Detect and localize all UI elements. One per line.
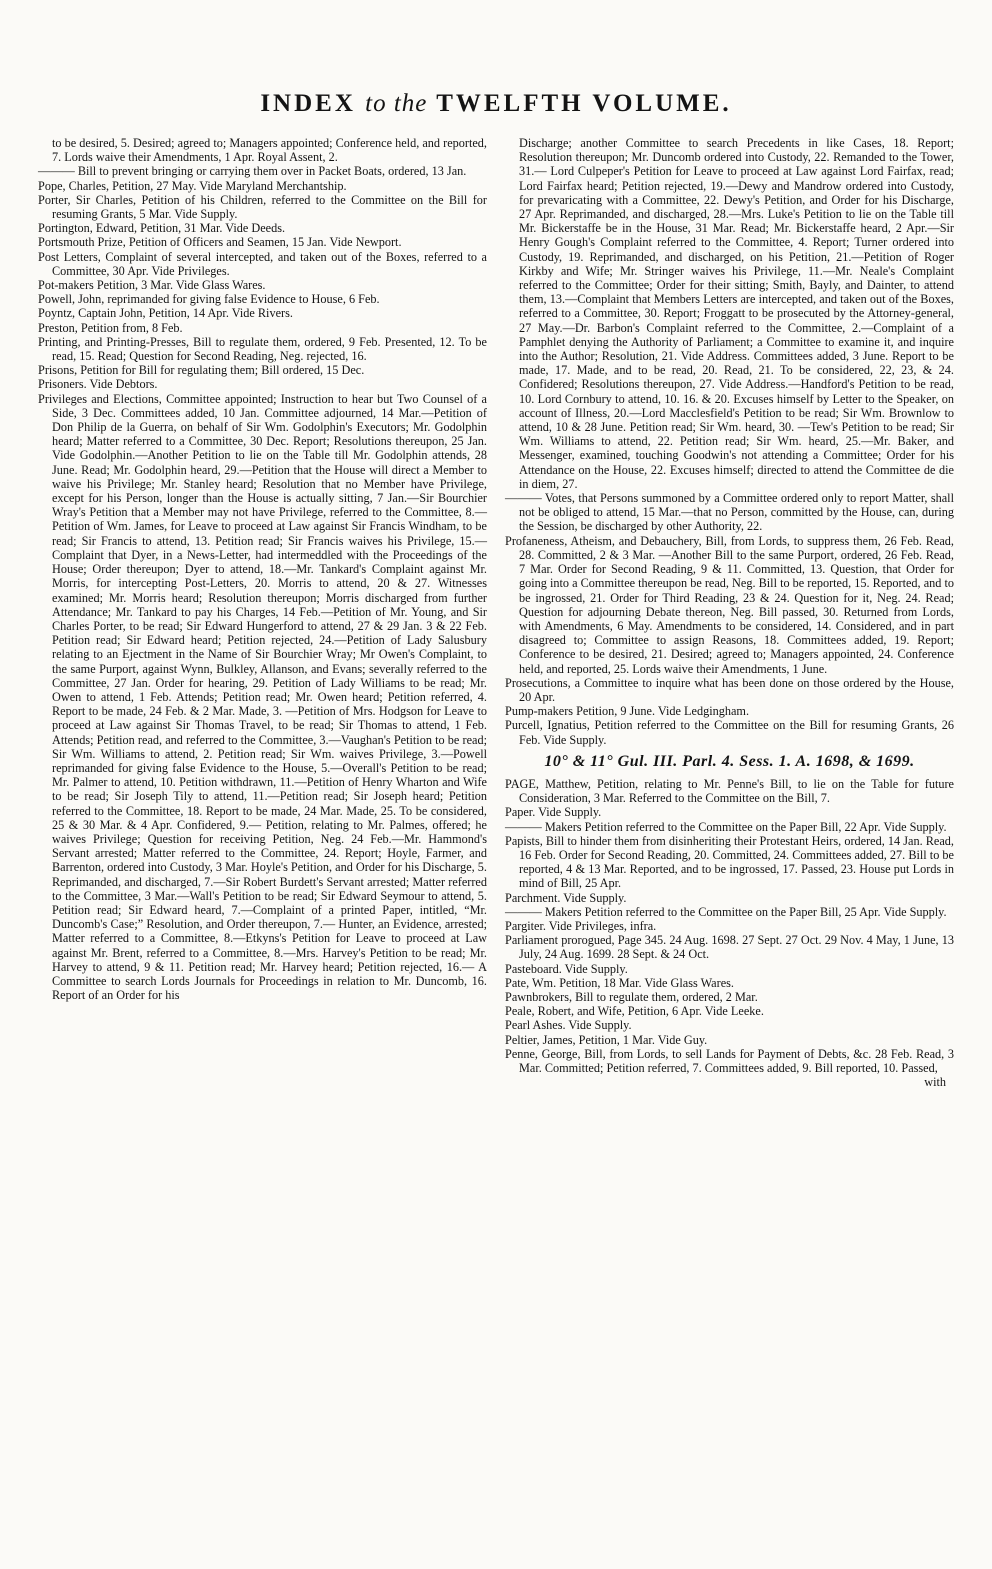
header-title-to-the: to the (365, 90, 428, 117)
index-entry: Parchment. Vide Supply. (505, 890, 627, 905)
index-entry: Parliament prorogued, Page 345. 24 Aug. 1698. 27 Sept. 27 Oct. 29 Nov. 4 May, 1 June, 13 July, 24 Aug. 1699. 28 Sept. & 24 Oct. (505, 933, 954, 962)
index-entry: Pump-makers Petition, 9 June. Vide Ledgingham. (505, 704, 750, 719)
index-entry: Penne, George, Bill, from Lords, to sell Lands for Payment of Debts, &c. 28 Feb. Read, 3 Mar. Committed; Petition referred, 7. Committees added, 9. Bill reported, 10. Passed, (505, 1046, 954, 1075)
index-entry: Paper. Vide Supply. (505, 805, 602, 820)
index-entry: Prosecutions, a Committee to inquire what has been done on those ordered by the House, 20 Apr. (505, 675, 954, 704)
index-entry: Prisoners. Vide Debtors. (38, 377, 158, 392)
index-entry: Powell, John, reprimanded for giving false Evidence to House, 6 Feb. (38, 292, 380, 307)
index-entry: Pope, Charles, Petition, 27 May. Vide Maryland Merchantship. (38, 178, 347, 193)
index-entry: Purcell, Ignatius, Petition referred to the Committee on the Bill for resuming Grants, 26 Feb. Vide Supply. (505, 718, 954, 747)
index-entry: Portsmouth Prize, Petition of Officers and Seamen, 15 Jan. Vide Newport. (38, 235, 402, 250)
left-column (38, 136, 487, 1089)
index-entry: ——— Makers Petition referred to the Committee on the Paper Bill, 25 Apr. Vide Supply. (505, 904, 947, 919)
index-entry: Discharge; another Committee to search Precedents in like Cases, 18. Report; Resolution thereupon; Mr. Duncomb ordered into Custody, 22. Remanded to the Tower, 31.— Lord Culpeper's Petition for Leave to proceed at Law against Lord Fairfax, read; Lord Fairfax heard; Petition rejected, 19.—Dewy and Mandrow ordered into Custody, for prevaricating with a Committee, 22. Dewy's Petition, and Order for his Discharge, 27 Apr. Reprimanded, and discharged, 28.—Mrs. Luke's Petition to lie on the Table till Mr. Bickerstaffe be in the House, 31 Mar. Read; Mr. Bickerstaffe heard, 2 Apr.—Sir Henry Gough's Complaint referred to the Committee, 4. Report; Turner ordered into Custody, 19. Reprimanded, and discharged, on his Petition, 21.—Petition of Roger Kirkby and Wife; Mr. Stringer waives his Privilege, 11.—Mr. Neale's Complaint referred to the Committee; Order for their sitting; Smith, Bayly, and Dainter, to attend them, 13.—Complaint that Members Letters are intercepted, and taken out of the Boxes, referred to a Committee, 30. Report; Froggatt to be prosecuted by the Attorney-general, 27 May.—Dr. Barbon's Complaint referred to the Committee, 2.—Complaint of a Pamphlet denying the Authority of Parliament; a Committee to examine it, and inquire into the Author; Resolution, 21. Vide Address. Committees added, 3 June. Report to be made, 17. Made, and to be read, 20. Read, 21. To be considered, 22, 23, & 24. Confidered; Resolutions thereupon, 27. Vide Address.—Handford's Petition to be read, 10. Lord Cornbury to attend, 10. 16. & 20. Excuses himself by Letter to the Speaker, on account of Illness, 20.—Lord Macclesfield's Petition to be read; Sir Wm. Brownlow to attend, 10 & 28 June. Petition read; Sir Wm. heard, 30. —Tew's Petition to be read; Sir Wm. Williams to attend, 22. Petition read; Sir Wm. heard, 25.—Mr. Baker, and Messenger, examined, touching Goodwin's not attending a Committee; Order for his Attendance on the House, 22. Excuses himself; directed to attend the Committee de die in diem, 27. (519, 136, 954, 491)
index-entry: Post Letters, Complaint of several intercepted, and taken out of the Boxes, referred to a Committee, 30 Apr. Vide Privileges. (38, 249, 487, 278)
index-entry: ——— Makers Petition referred to the Committee on the Paper Bill, 22 Apr. Vide Supply. (505, 819, 947, 834)
page-header (38, 0, 954, 128)
index-entry: Papists, Bill to hinder them from disinheriting their Protestant Heirs, ordered, 14 Jan. Read, 16 Feb. Order for Second Reading, 20. Committed, 24. Committees added, 27. Bill to be reported, 4 & 13 Mar. Reported, and to be ingrossed, 17. Passed, 23. House put Lords in mind of Bill, 25 Apr. (505, 833, 954, 891)
index-entry: Preston, Petition from, 8 Feb. (38, 320, 183, 335)
index-entry: Prisons, Petition for Bill for regulating them; Bill ordered, 15 Dec. (38, 363, 365, 378)
right-column (505, 136, 954, 1089)
catchword: with (924, 1075, 946, 1090)
header-title-volume: TWELFTH VOLUME. (436, 90, 732, 117)
index-entry: Peale, Robert, and Wife, Petition, 6 Apr. Vide Leeke. (505, 1004, 764, 1019)
index-entry-privileges: Privileges and Elections, Committee appointed; Instruction to hear but Two Counsel of a Side, 3 Dec. Committees added, 10 Jan. Committee adjourned, 14 Mar.—Petition of Don Philip de la Guerra, on behalf of Sir Wm. Godolphin's Executors; Mr. Godolphin heard; Matter referred to a Committee, 30 Dec. Report; Resolutions thereupon, 25 Jan. Vide Godolphin.—Another Petition to lie on the Table till Mr. Godolphin attends, 28 June. Read; Mr. Godolphin heard, 29.—Petition that the House will direct a Member to waive his Privilege; Mr. Stanley heard; Resolution that no Member have Privilege, except for his Person, longer than the House is actually sitting, 7 Jan.—Sir Bourchier Wray's Petition that a Member may not have Privilege, referred to the Committee, 8.—Petition of Wm. James, for Leave to proceed at Law against Sir Francis Windham, to be read; Sir Francis to attend, 13. Petition read; Sir Francis waives his Privilege, 15.—Complaint that Dyer, in a News-Letter, had intermeddled with the Proceedings of the House; Order thereupon; Dyer to attend, 18.—Mr. Tankard's Complaint against Mr. Morris, for intercepting Post-Letters, 20. Morris to attend, 20 & 27. Witnesses examined; Mr. Morris heard; Resolution thereupon; Morris discharged from further Attendance; Mr. Tankard to pay his Charges, 14 Feb.—Petition of Mr. Young, and Sir Charles Porter, to be read; Sir Edward Hungerford to attend, 27 & 29 Jan. 3 & 22 Feb. Petition read; Sir Edward heard; Petition rejected, 24.—Petition of Lady Salusbury relating to an Ejectment in the Name of Sir Bourchier Wray; Mr Owen's Complaint, to the same Purport, against Wynn, Bulkley, Allanson, and Evans; severally referred to the Committee, 27 Jan. Order for hearing, 29. Petition of Lady Williams to be read; Mr. Owen to attend, 1 Feb. Attends; Petition read; Mr. Owen heard; Petition referred, 4. Report to be made, 24 Feb. & 2 Mar. Made, 3. —Petition of Mrs. Hodgson for Leave to proceed at Law against Sir Thomas Travel, to be read; Sir Thomas to attend, 1 Feb. Attends; Petition read, and referred to the Committee, 3.—Vaughan's Petition to be read; Sir Wm. Williams to attend, 2. Petition read; Sir Wm. waives Privilege, 3.—Powell reprimanded for giving false Evidence to the House, 5.—Overall's Petition to be read; Mr. Palmer to attend, 10. Petition withdrawn, 11.—Petition of Henry Wharton and Wife to be read; Sir Joseph Tily to attend, 11.—Petition read; Sir Joseph heard; Petition referred to the Committee, 18. Report to be made, 24 Mar. Made, 25. To be considered, 25 & 30 Mar. & 4 Apr. Confidered, 9.— Petition, relating to Mr. Palmes, offered; he waives Privilege; Question for receiving Petition, Neg. 24 Feb.—Mr. Hammond's Servant arrested; Matter referred to the Committee, 24. Report; Hoyle, Farmer, and Barrenton, ordered into Custody, 3 Mar. Hoyle's Petition, and Order for his Discharge, 5. Reprimanded, and discharged, 7.—Sir Robert Burdett's Servant arrested; Matter referred to the Committee, 3 Mar.—Wall's Petition to be read; Sir Edward Seymour to attend, 5. Petition read; Sir Edward heard, 7.—Complaint of a printed Paper, intitled, “Mr. Duncomb's Case;” Resolution, and Order thereupon, 7.— Hunter, an Evidence, arrested; Matter referred to a Committee, 8.—Etkyns's Petition for Leave to proceed at Law against Mr. Brent, referred to a Committee, 8.—Mrs. Harvey's Petition to be read; Mr. Harvey to attend, 9 & 11. Petition read; Mr. Harvey heard; Petition rejected, 16.— A Committee to search Lords Journals for Proceedings in relation to Mr. Duncomb, 16. Report of an Order for his (38, 391, 487, 1003)
index-entry: Printing, and Printing-Presses, Bill to regulate them, ordered, 9 Feb. Presented, 12. To be read, 15. Read; Question for Second Reading, Neg. rejected, 16. (38, 334, 487, 364)
index-entry: ——— Votes, that Persons summoned by a Committee ordered only to report Matter, shall not be obliged to attend, 15 Mar.—that no Person, committed by the House, can, during the Session, be discharged by other Authority, 22. (505, 491, 954, 534)
index-entry: Profaneness, Atheism, and Debauchery, Bill, from Lords, to suppress them, 26 Feb. Read, 28. Committed, 2 & 3 Mar. —Another Bill to the same Purport, ordered, 26 Feb. Read, 7 Mar. Order for Second Reading, 9 & 11. Committed, 13. Question, that Order for going into a Committee thereupon be read, Neg. Bill to be reported, 15. Reported, and to be ingrossed, 21. Order for Third Reading, 23 & 24. Question for it, Neg. 24. Read; Question for adjourning Debate thereon, Neg. Bill passed, 30. Returned from Lords, with Amendments, 6 May. Amendments to be considered, 14. Considered, and in part disagreed to; Committee to assign Reasons, 18. Committees added, 19. Report; Conference to be desired, 21. Desired; agreed to; Managers appointed, 24. Conference held, and reported, 25. Lords waive their Amendments, 1 June. (505, 533, 954, 676)
index-entry: Pot-makers Petition, 3 Mar. Vide Glass Wares. (38, 278, 266, 293)
index-entry: Pawnbrokers, Bill to regulate them, ordered, 2 Mar. (505, 989, 758, 1004)
index-entry: Pasteboard. Vide Supply. (505, 961, 628, 976)
index-columns (38, 136, 954, 1089)
index-entry: Pearl Ashes. Vide Supply. (505, 1018, 632, 1033)
index-entry: Portington, Edward, Petition, 31 Mar. Vide Deeds. (38, 221, 286, 236)
session-heading: 10° & 11° Gul. III. Parl. 4. Sess. 1. A. 1698, & 1699. (544, 752, 915, 770)
index-entry: to be desired, 5. Desired; agreed to; Managers appointed; Conference held, and reported, 7. Lords waive their Amendments, 1 Apr. Royal Assent, 2. (52, 136, 487, 165)
header-title-index: INDEX (260, 90, 356, 117)
index-entry: Porter, Sir Charles, Petition of his Children, referred to the Committee on the Bill for resuming Grants, 5 Mar. Vide Supply. (38, 192, 487, 222)
index-entry: Pargiter. Vide Privileges, infra. (505, 918, 657, 933)
index-entry: Pate, Wm. Petition, 18 Mar. Vide Glass Wares. (505, 975, 734, 990)
index-entry: ——— Bill to prevent bringing or carrying them over in Packet Boats, ordered, 13 Jan. (38, 164, 467, 179)
index-entry: PAGE, Matthew, Petition, relating to Mr. Penne's Bill, to lie on the Table for future Consideration, 3 Mar. Referred to the Committee on the Bill, 7. (505, 776, 954, 806)
index-entry: Poyntz, Captain John, Petition, 14 Apr. Vide Rivers. (38, 306, 293, 321)
index-entry: Peltier, James, Petition, 1 Mar. Vide Guy. (505, 1032, 708, 1047)
